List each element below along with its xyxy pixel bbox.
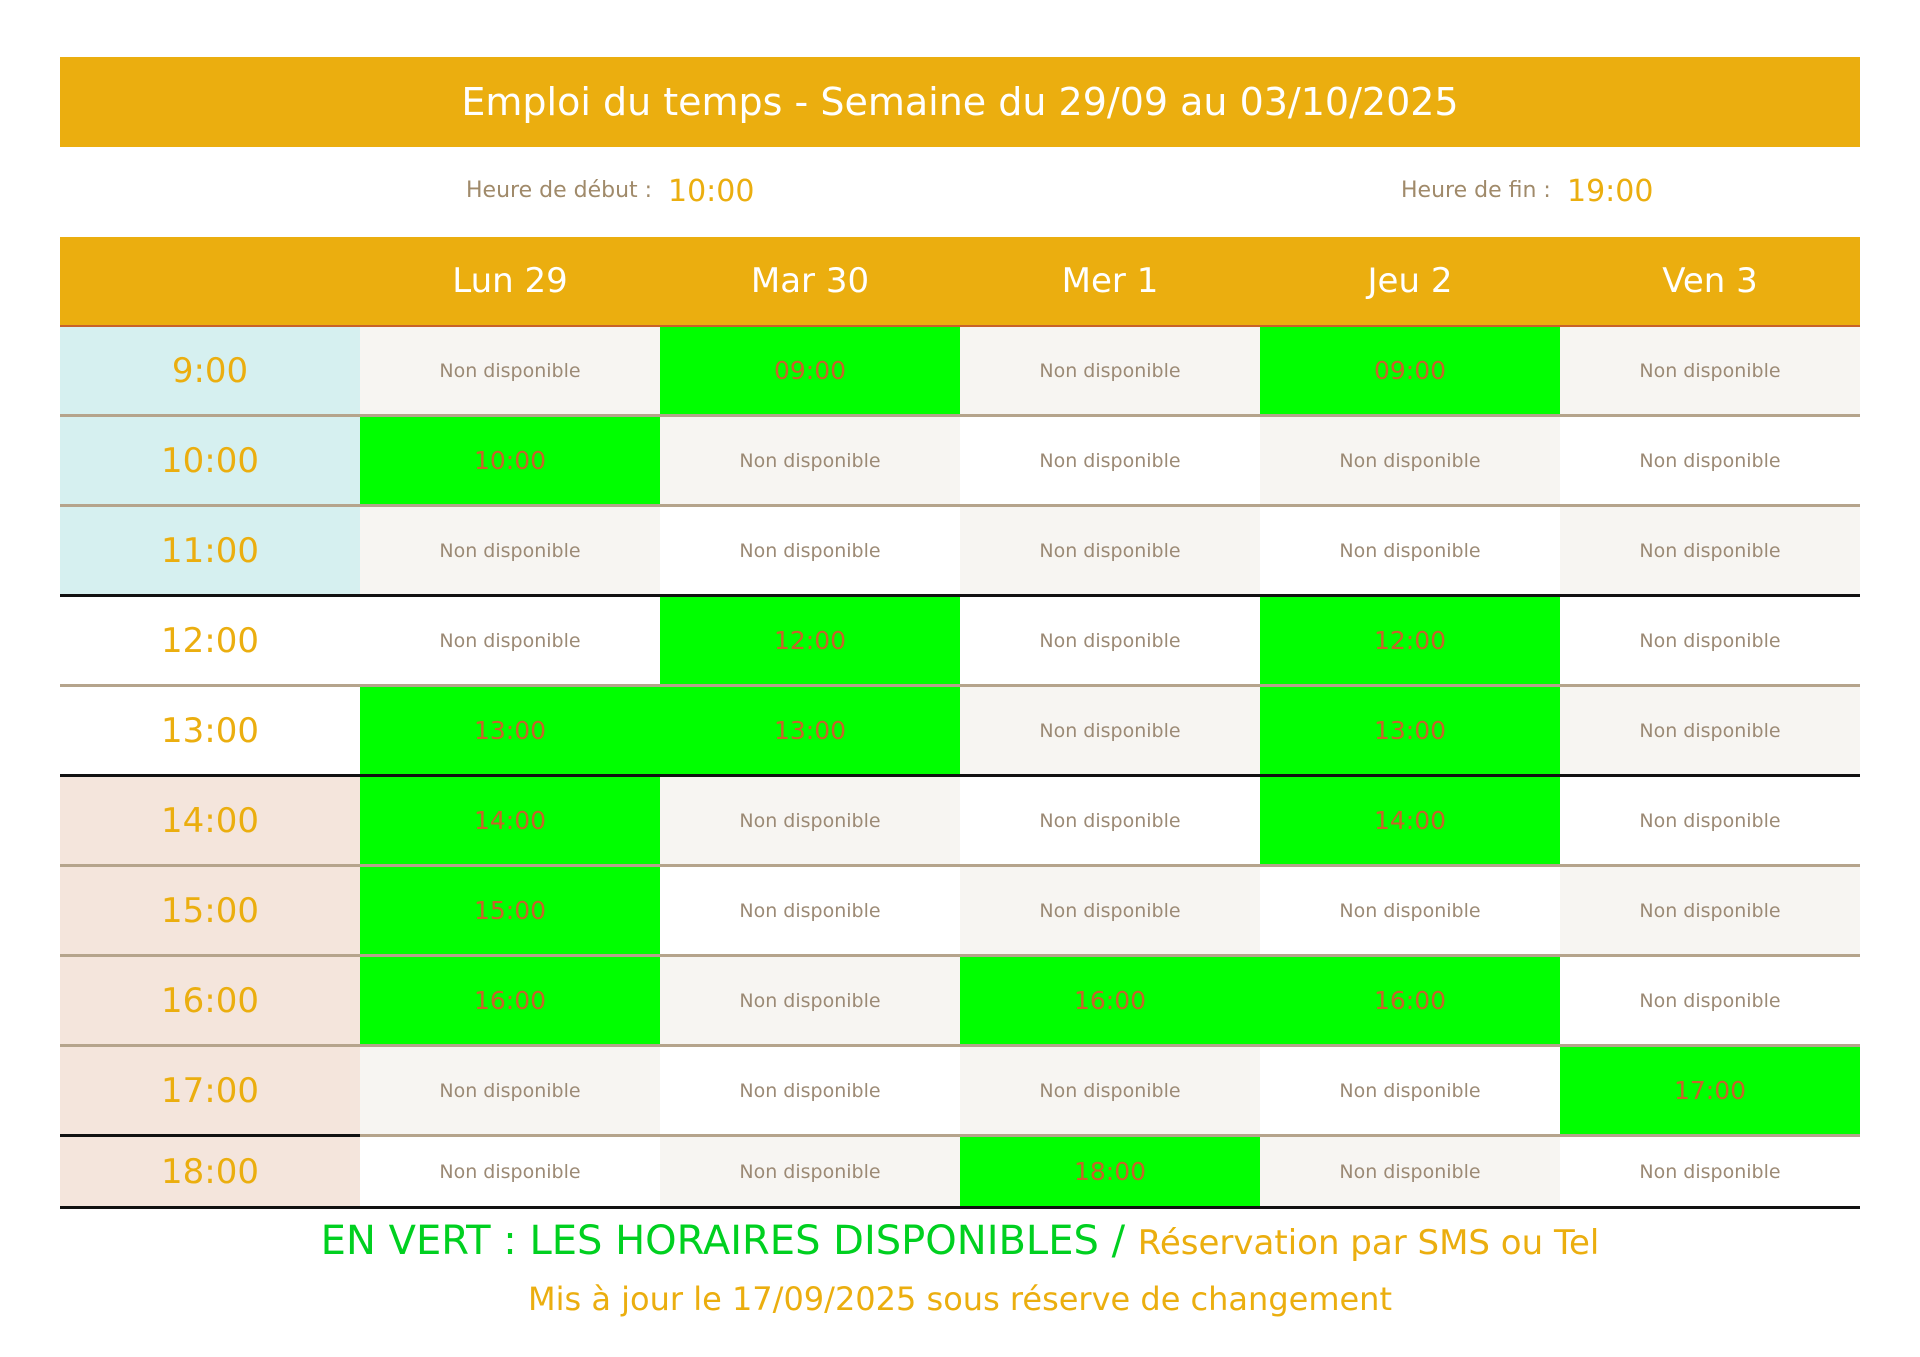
legend-separator: / xyxy=(1098,1218,1138,1264)
slot-unavailable: Non disponible xyxy=(1260,867,1560,957)
slot-unavailable: Non disponible xyxy=(960,597,1260,687)
slot-available[interactable]: 14:00 xyxy=(360,777,660,867)
slot-unavailable: Non disponible xyxy=(660,417,960,507)
slot-unavailable: Non disponible xyxy=(1560,777,1860,867)
slot-unavailable: Non disponible xyxy=(1560,1137,1860,1209)
slot-available[interactable]: 12:00 xyxy=(1260,597,1560,687)
slot-unavailable: Non disponible xyxy=(960,507,1260,597)
slot-unavailable: Non disponible xyxy=(360,597,660,687)
start-time-label: Heure de début : xyxy=(466,178,653,203)
slot-unavailable: Non disponible xyxy=(660,867,960,957)
slot-unavailable: Non disponible xyxy=(1560,957,1860,1047)
end-time-label: Heure de fin : xyxy=(1401,178,1551,203)
slot-unavailable: Non disponible xyxy=(1560,507,1860,597)
slot-unavailable: Non disponible xyxy=(660,777,960,867)
slot-unavailable: Non disponible xyxy=(1260,507,1560,597)
slot-unavailable: Non disponible xyxy=(960,777,1260,867)
time-label: 9:00 xyxy=(60,327,360,417)
slot-available[interactable]: 14:00 xyxy=(1260,777,1560,867)
slot-unavailable: Non disponible xyxy=(360,1047,660,1137)
slot-unavailable: Non disponible xyxy=(360,1137,660,1209)
slot-available[interactable]: 10:00 xyxy=(360,417,660,507)
page-title: Emploi du temps - Semaine du 29/09 au 03/10/2025 xyxy=(60,57,1860,147)
slot-available[interactable]: 16:00 xyxy=(360,957,660,1047)
time-label: 16:00 xyxy=(60,957,360,1047)
end-time-value: 19:00 xyxy=(1567,174,1654,209)
day-header: Mar 30 xyxy=(660,237,960,327)
header-corner xyxy=(60,237,360,327)
slot-available[interactable]: 09:00 xyxy=(660,327,960,417)
slot-unavailable: Non disponible xyxy=(660,1047,960,1137)
slot-unavailable: Non disponible xyxy=(960,1047,1260,1137)
slot-unavailable: Non disponible xyxy=(1260,1047,1560,1137)
time-label: 15:00 xyxy=(60,867,360,957)
slot-available[interactable]: 16:00 xyxy=(960,957,1260,1047)
day-header: Jeu 2 xyxy=(1260,237,1560,327)
slot-unavailable: Non disponible xyxy=(1560,867,1860,957)
day-header: Ven 3 xyxy=(1560,237,1860,327)
day-header: Lun 29 xyxy=(360,237,660,327)
time-label: 12:00 xyxy=(60,597,360,687)
schedule-table xyxy=(60,237,1860,1209)
slot-available[interactable]: 18:00 xyxy=(960,1137,1260,1209)
slot-unavailable: Non disponible xyxy=(1560,417,1860,507)
slot-available[interactable]: 16:00 xyxy=(1260,957,1560,1047)
start-time-value: 10:00 xyxy=(668,174,755,209)
legend xyxy=(0,1218,1920,1264)
legend-booking-text: Réservation par SMS ou Tel xyxy=(1137,1223,1600,1263)
slot-unavailable: Non disponible xyxy=(960,687,1260,777)
slot-available[interactable]: 12:00 xyxy=(660,597,960,687)
slot-available[interactable]: 17:00 xyxy=(1560,1047,1860,1137)
slot-unavailable: Non disponible xyxy=(960,327,1260,417)
slot-available[interactable]: 13:00 xyxy=(660,687,960,777)
slot-unavailable: Non disponible xyxy=(1560,687,1860,777)
time-label: 17:00 xyxy=(60,1047,360,1137)
time-label: 11:00 xyxy=(60,507,360,597)
slot-unavailable: Non disponible xyxy=(1260,1137,1560,1209)
time-label: 14:00 xyxy=(60,777,360,867)
legend-available-text: EN VERT : LES HORAIRES DISPONIBLES xyxy=(320,1218,1099,1264)
slot-available[interactable]: 13:00 xyxy=(1260,687,1560,777)
slot-unavailable: Non disponible xyxy=(660,957,960,1047)
slot-unavailable: Non disponible xyxy=(960,417,1260,507)
slot-unavailable: Non disponible xyxy=(360,327,660,417)
slot-available[interactable]: 09:00 xyxy=(1260,327,1560,417)
slot-available[interactable]: 15:00 xyxy=(360,867,660,957)
slot-unavailable: Non disponible xyxy=(1260,417,1560,507)
time-label: 13:00 xyxy=(60,687,360,777)
day-header: Mer 1 xyxy=(960,237,1260,327)
slot-unavailable: Non disponible xyxy=(960,867,1260,957)
slot-unavailable: Non disponible xyxy=(660,1137,960,1209)
time-label: 18:00 xyxy=(60,1137,360,1209)
slot-available[interactable]: 13:00 xyxy=(360,687,660,777)
slot-unavailable: Non disponible xyxy=(1560,597,1860,687)
slot-unavailable: Non disponible xyxy=(660,507,960,597)
slot-unavailable: Non disponible xyxy=(1560,327,1860,417)
slot-unavailable: Non disponible xyxy=(360,507,660,597)
time-label: 10:00 xyxy=(60,417,360,507)
update-note: Mis à jour le 17/09/2025 sous réserve de changement xyxy=(527,1280,1392,1318)
